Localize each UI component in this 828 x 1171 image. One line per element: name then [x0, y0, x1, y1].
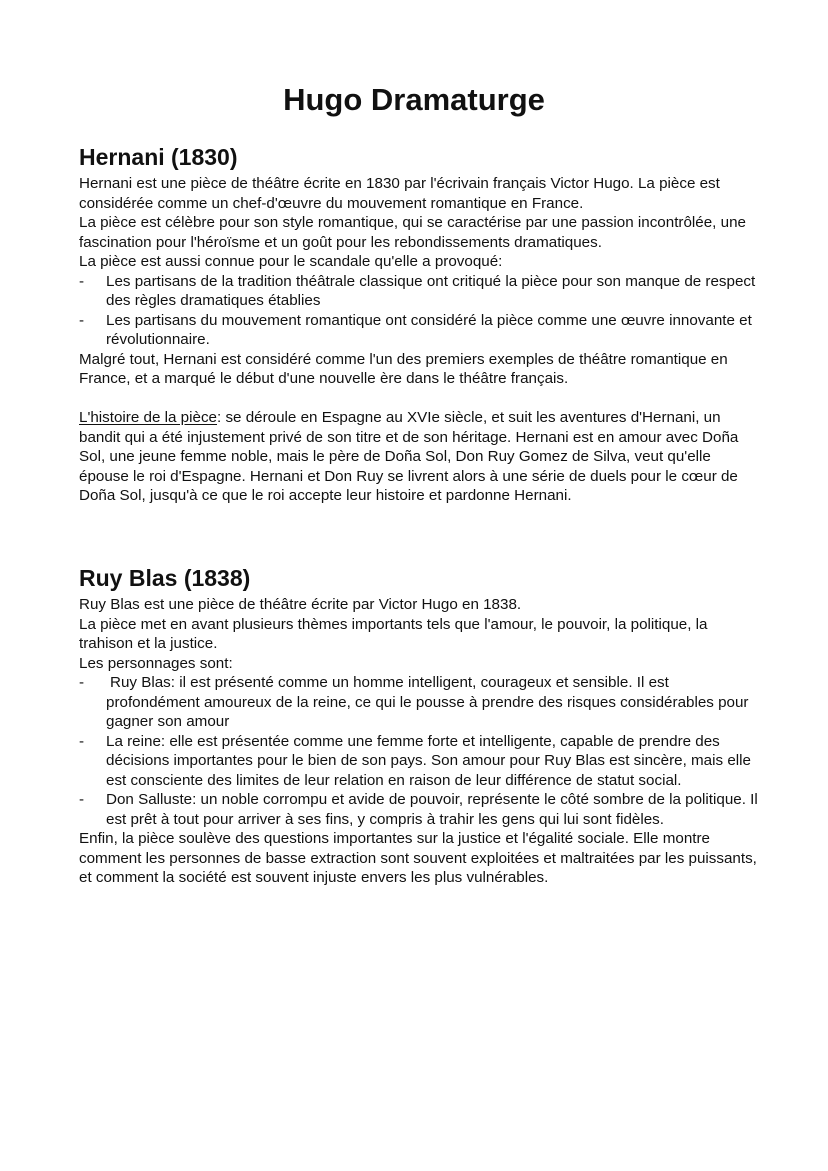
ruy-blas-themes: La pièce met en avant plusieurs thèmes importants tels que l'amour, le pouvoir, la politique, la trahison et la justice.	[79, 615, 708, 652]
list-item	[79, 790, 759, 829]
section-ruy-blas	[79, 562, 759, 888]
bullet-dash: -	[79, 311, 85, 329]
heading-ruy-blas: Ruy Blas (1838)	[79, 565, 251, 591]
hernani-intro: Hernani est une pièce de théâtre écrite en 1830 par l'écrivain français Victor Hugo. La pièce est considérée comme un chef-d'œuvre du mouvement romantique en France.	[79, 175, 720, 212]
hernani-scandal: La pièce est aussi connue pour le scandale qu'elle a provoqué:	[79, 253, 503, 270]
ruy-blas-characters-intro: Les personnages sont:	[79, 654, 233, 672]
bullet-dash: -	[79, 791, 85, 808]
section-hernani	[79, 141, 759, 506]
list-item-text: Don Salluste: un noble corrompu et avide de pouvoir, représente le côté sombre de la politique. Il est prêt à tout pour arriver à ses fins, y compris à trahir les gens qui lui sont fidèles.	[106, 791, 758, 828]
ruy-blas-intro: Ruy Blas est une pièce de théâtre écrite par Victor Hugo en 1838.	[79, 596, 522, 613]
story-label: L'histoire de la pièce	[79, 409, 217, 426]
story-text: : se déroule en Espagne au XVIe siècle, et suit les aventures d'Hernani, un bandit qui a été injustement privé de son titre et de son héritage. Hernani est en amour avec Doña Sol, une jeune femme noble, mais le père de Doña Sol, Don Ruy Gomez de Silva, veut qu'elle épouse le roi d'Espagne. Hernani et Don Ruy se livrent alors à une série de duels pour le cœur de Doña Sol, jusqu'à ce que le roi accepte leur histoire et pardonne Hernani.	[79, 409, 739, 504]
list-item	[79, 732, 759, 791]
list-item-text: La reine: elle est présentée comme une femme forte et intelligente, capable de prendre des décisions importantes pour le bien de son pays. Son amour pour Ruy Blas est sincère, mais elle est consciente des limites de leur relation en raison de leur différence de statut social.	[106, 732, 751, 789]
heading-hernani: Hernani (1830)	[79, 144, 238, 170]
bullet-dash: -	[79, 732, 85, 750]
bullet-dash: -	[79, 674, 85, 691]
ruy-blas-conclusion: Enfin, la pièce soulève des questions importantes sur la justice et l'égalité sociale. Elle montre comment les personnes de basse extraction sont souvent exploitées et maltraitées par les puissants, et comment la société est souvent injuste envers les plus vulnérables.	[79, 830, 757, 886]
paragraph-spacer	[79, 389, 759, 409]
hernani-story	[79, 408, 759, 506]
ruy-blas-character-list	[79, 673, 759, 829]
hernani-style: La pièce est célèbre pour son style romantique, qui se caractérise par une passion incontrôlée, une fascination pour l'héroïsme et un goût pour les rebondissements dramatiques.	[79, 214, 746, 251]
list-item	[79, 272, 759, 311]
list-item	[79, 673, 759, 732]
list-item-text: Ruy Blas: il est présenté comme un homme intelligent, courageux et sensible. Il est profondément amoureux de la reine, ce qui le pousse à prendre des risques considérables pour gagner son amour	[106, 674, 749, 730]
list-item-text: Les partisans du mouvement romantique ont considéré la pièce comme une œuvre innovante et révolutionnaire.	[106, 311, 752, 348]
page-title: Hugo Dramaturge	[283, 82, 545, 117]
hernani-conclusion: Malgré tout, Hernani est considéré comme l'un des premiers exemples de théâtre romantique en France, et a marqué le début d'une nouvelle ère dans le théâtre français.	[79, 350, 728, 387]
bullet-dash: -	[79, 272, 85, 290]
list-item-text: Les partisans de la tradition théâtrale classique ont critiqué la pièce pour son manque de respect des règles dramatiques établies	[106, 272, 756, 309]
list-item	[79, 311, 759, 350]
hernani-bullet-list	[79, 272, 759, 350]
